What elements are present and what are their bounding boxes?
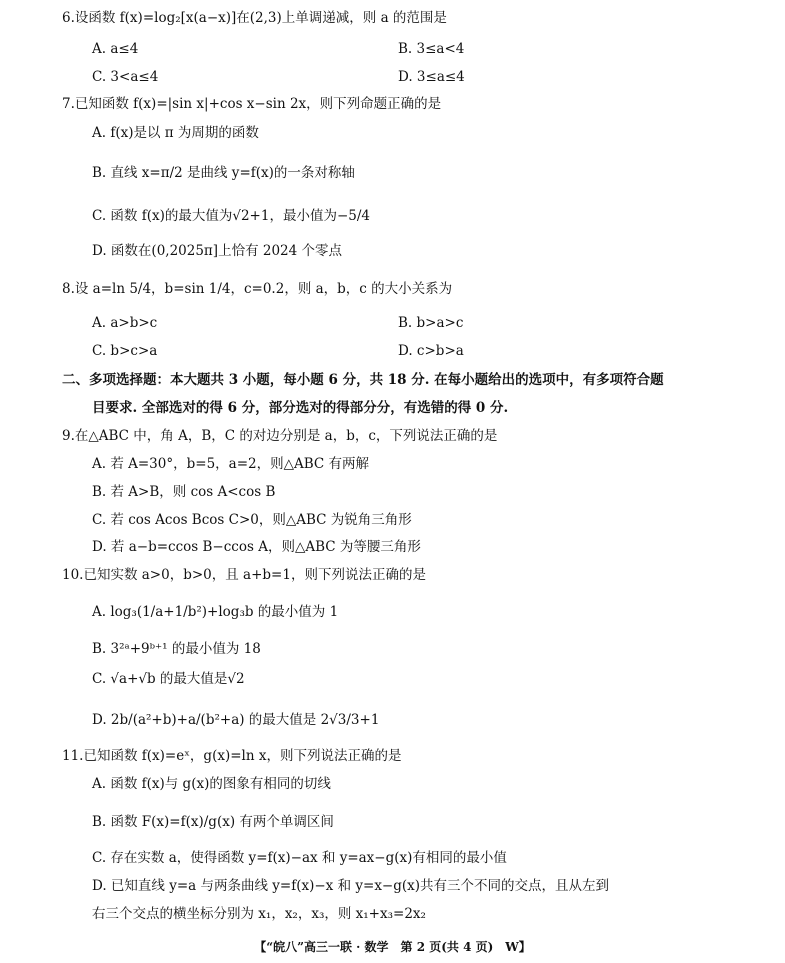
option-c: C. b>c>a	[92, 343, 158, 359]
option-d: D. c>b>a	[398, 343, 464, 359]
section-instructions-line1: 二、多项选择题：本大题共 3 小题，每小题 6 分，共 18 分. 在每小题给出的选项中，有多项符合题	[62, 372, 664, 388]
option-c: C. 存在实数 a，使得函数 y=f(x)−ax 和 y=ax−g(x)有相同的最小值	[92, 850, 507, 866]
option-d: D. 3≤a≤4	[398, 69, 465, 85]
question-stem: 6.设函数 f(x)=log₂[x(a−x)]在(2,3)上单调递减，则 a 的范围是	[62, 10, 447, 26]
option-a: A. 若 A=30°，b=5，a=2，则△ABC 有两解	[92, 456, 370, 472]
option-b: B. 3≤a<4	[398, 41, 465, 57]
option-d-line2: 右三个交点的横坐标分别为 x₁，x₂，x₃，则 x₁+x₃=2x₂	[92, 906, 426, 922]
question-stem: 11.已知函数 f(x)=eˣ，g(x)=ln x，则下列说法正确的是	[62, 748, 402, 764]
option-b: B. 函数 F(x)=f(x)/g(x) 有两个单调区间	[92, 814, 334, 830]
option-a: A. a≤4	[92, 41, 139, 57]
option-b: B. 直线 x=π/2 是曲线 y=f(x)的一条对称轴	[92, 165, 355, 181]
option-a: A. f(x)是以 π 为周期的函数	[92, 125, 259, 141]
option-c: C. 3<a≤4	[92, 69, 159, 85]
option-b: B. 若 A>B，则 cos A<cos B	[92, 484, 276, 500]
option-b: B. b>a>c	[398, 315, 464, 331]
question-stem: 8.设 a=ln 5/4，b=sin 1/4，c=0.2，则 a，b，c 的大小关系为	[62, 281, 453, 297]
option-a: A. a>b>c	[92, 315, 158, 331]
option-b: B. 3²ᵃ+9ᵇ⁺¹ 的最小值为 18	[92, 641, 261, 657]
option-c: C. 若 cos Acos Bcos C>0，则△ABC 为锐角三角形	[92, 512, 412, 528]
option-a: A. 函数 f(x)与 g(x)的图象有相同的切线	[92, 776, 331, 792]
question-stem: 9.在△ABC 中，角 A，B，C 的对边分别是 a，b，c，下列说法正确的是	[62, 428, 498, 444]
page-footer: 【“皖八”高三一联 · 数学 第 2 页(共 4 页) W】	[254, 940, 531, 954]
question-stem: 10.已知实数 a>0，b>0，且 a+b=1，则下列说法正确的是	[62, 567, 426, 583]
option-d: D. 若 a−b=ccos B−ccos A，则△ABC 为等腰三角形	[92, 539, 421, 555]
question-stem: 7.已知函数 f(x)=|sin x|+cos x−sin 2x，则下列命题正确的是	[62, 96, 442, 112]
option-c: C. 函数 f(x)的最大值为√2+1，最小值为−5/4	[92, 208, 370, 224]
section-instructions-line2: 目要求. 全部选对的得 6 分，部分选对的得部分分，有选错的得 0 分.	[92, 400, 509, 416]
option-c: C. √a+√b 的最大值是√2	[92, 671, 245, 687]
option-d-line1: D. 已知直线 y=a 与两条曲线 y=f(x)−x 和 y=x−g(x)共有三个不同的交点，且从左到	[92, 878, 610, 894]
option-d: D. 函数在(0,2025π]上恰有 2024 个零点	[92, 243, 343, 259]
option-d: D. 2b/(a²+b)+a/(b²+a) 的最大值是 2√3/3+1	[92, 712, 380, 728]
option-a: A. log₃(1/a+1/b²)+log₃b 的最小值为 1	[92, 604, 339, 620]
